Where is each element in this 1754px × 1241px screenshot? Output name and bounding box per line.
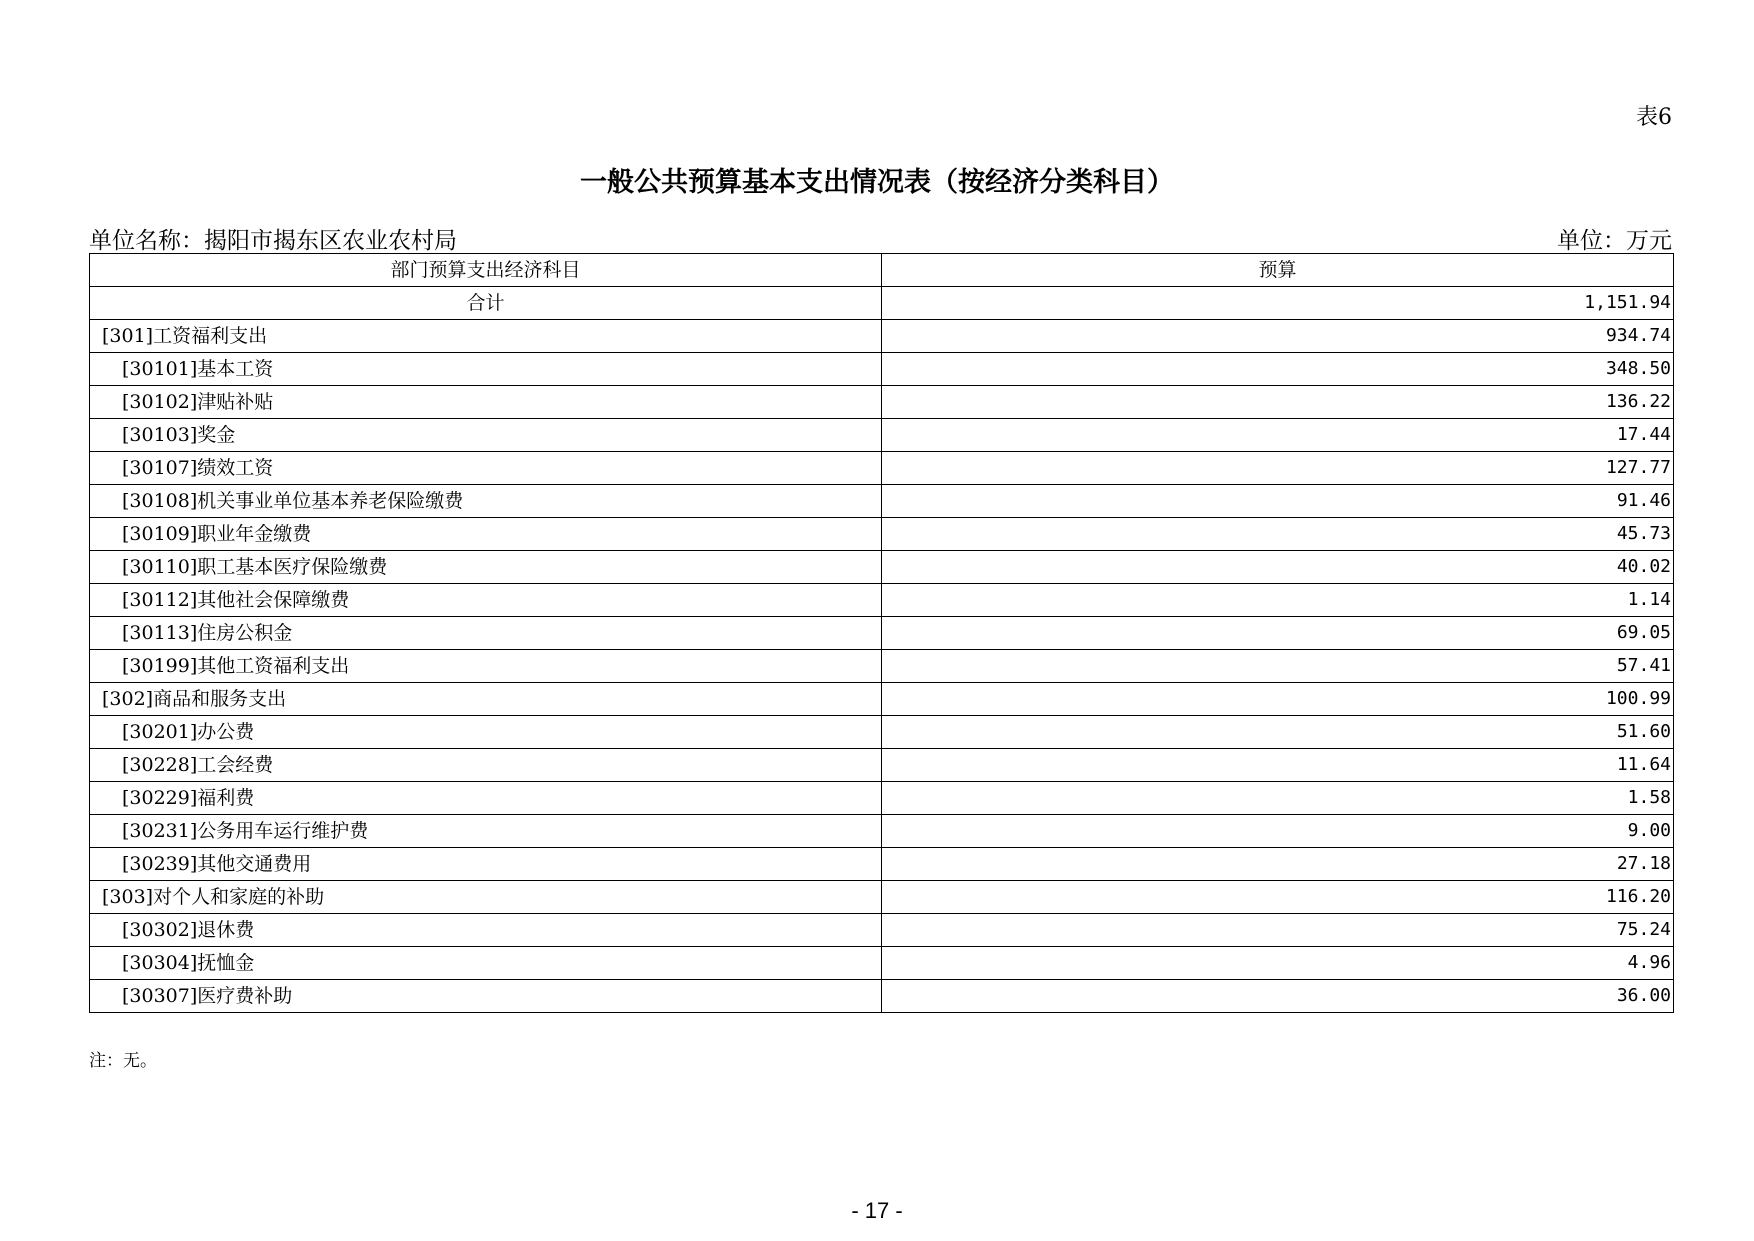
category-name-cell: [30109]职业年金缴费 — [90, 518, 882, 551]
category-name-cell: [30302]退休费 — [90, 914, 882, 947]
currency-unit: 单位：万元 — [1557, 228, 1672, 254]
table-row — [90, 914, 1674, 947]
table-row — [90, 782, 1674, 815]
unit-name: 单位名称：揭阳市揭东区农业农村局 — [89, 228, 457, 254]
table-number: 表6 — [1636, 105, 1672, 130]
budget-amount-cell: 11.64 — [882, 749, 1674, 782]
budget-amount-cell: 1.14 — [882, 584, 1674, 617]
budget-amount-cell: 91.46 — [882, 485, 1674, 518]
table-row — [90, 452, 1674, 485]
category-name-cell: [30307]医疗费补助 — [90, 980, 882, 1013]
budget-amount-cell: 127.77 — [882, 452, 1674, 485]
category-name-cell: [30199]其他工资福利支出 — [90, 650, 882, 683]
category-name-cell: [30231]公务用车运行维护费 — [90, 815, 882, 848]
budget-amount-cell: 9.00 — [882, 815, 1674, 848]
budget-table — [89, 253, 1674, 1013]
budget-amount-cell: 27.18 — [882, 848, 1674, 881]
budget-amount-cell: 57.41 — [882, 650, 1674, 683]
category-name-cell: [302]商品和服务支出 — [90, 683, 882, 716]
category-name-cell: [30102]津贴补贴 — [90, 386, 882, 419]
category-name-cell: [30239]其他交通费用 — [90, 848, 882, 881]
budget-amount-cell: 136.22 — [882, 386, 1674, 419]
table-row — [90, 947, 1674, 980]
budget-amount-cell: 51.60 — [882, 716, 1674, 749]
table-row — [90, 749, 1674, 782]
table-row — [90, 980, 1674, 1013]
table-row — [90, 353, 1674, 386]
table-row — [90, 518, 1674, 551]
category-name-cell: 合计 — [90, 287, 882, 320]
header-economic-category: 部门预算支出经济科目 — [90, 254, 882, 287]
budget-amount-cell: 348.50 — [882, 353, 1674, 386]
table-row — [90, 485, 1674, 518]
category-name-cell: [30101]基本工资 — [90, 353, 882, 386]
table-row — [90, 617, 1674, 650]
page-number: - 17 - — [851, 1198, 903, 1223]
budget-amount-cell: 36.00 — [882, 980, 1674, 1013]
budget-amount-cell: 1.58 — [882, 782, 1674, 815]
category-name-cell: [303]对个人和家庭的补助 — [90, 881, 882, 914]
table-row — [90, 584, 1674, 617]
budget-amount-cell: 100.99 — [882, 683, 1674, 716]
table-row — [90, 881, 1674, 914]
budget-table-body — [90, 287, 1674, 1013]
category-name-cell: [30304]抚恤金 — [90, 947, 882, 980]
budget-amount-cell: 75.24 — [882, 914, 1674, 947]
category-name-cell: [301]工资福利支出 — [90, 320, 882, 353]
budget-amount-cell: 1,151.94 — [882, 287, 1674, 320]
table-row — [90, 848, 1674, 881]
table-total-row — [90, 287, 1674, 320]
category-name-cell: [30229]福利费 — [90, 782, 882, 815]
category-name-cell: [30201]办公费 — [90, 716, 882, 749]
category-name-cell: [30110]职工基本医疗保险缴费 — [90, 551, 882, 584]
category-name-cell: [30112]其他社会保障缴费 — [90, 584, 882, 617]
table-row — [90, 419, 1674, 452]
table-row — [90, 683, 1674, 716]
category-name-cell: [30113]住房公积金 — [90, 617, 882, 650]
table-row — [90, 551, 1674, 584]
unit-info-row — [89, 222, 1672, 252]
budget-amount-cell: 934.74 — [882, 320, 1674, 353]
header-budget: 预算 — [882, 254, 1674, 287]
budget-amount-cell: 116.20 — [882, 881, 1674, 914]
table-header-row — [90, 254, 1674, 287]
category-name-cell: [30228]工会经费 — [90, 749, 882, 782]
category-name-cell: [30108]机关事业单位基本养老保险缴费 — [90, 485, 882, 518]
category-name-cell: [30107]绩效工资 — [90, 452, 882, 485]
table-row — [90, 386, 1674, 419]
table-row — [90, 716, 1674, 749]
budget-amount-cell: 45.73 — [882, 518, 1674, 551]
budget-amount-cell: 69.05 — [882, 617, 1674, 650]
table-row — [90, 815, 1674, 848]
budget-amount-cell: 17.44 — [882, 419, 1674, 452]
budget-amount-cell: 4.96 — [882, 947, 1674, 980]
footnote: 注：无。 — [89, 1051, 157, 1071]
table-row — [90, 320, 1674, 353]
table-row — [90, 650, 1674, 683]
budget-amount-cell: 40.02 — [882, 551, 1674, 584]
page-title: 一般公共预算基本支出情况表（按经济分类科目） — [580, 167, 1174, 198]
category-name-cell: [30103]奖金 — [90, 419, 882, 452]
